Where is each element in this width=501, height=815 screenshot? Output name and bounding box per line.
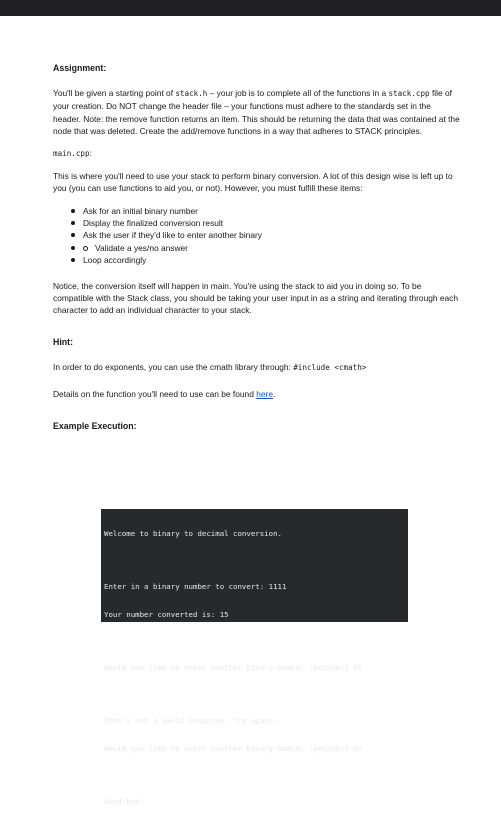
main-cpp-paragraph: This is where you'll need to use your stack to perform binary conversion. A lot of this design wise is left up to you (you can use functions to aid you, or not). However, you must fulfill these items:	[53, 171, 453, 194]
list-item: Ask for an initial binary number	[71, 205, 461, 217]
here-link[interactable]: here	[256, 388, 273, 399]
top-bar	[0, 0, 501, 16]
sub-list-container	[71, 242, 461, 254]
terminal-line: Enter in a binary number to convert: 1111	[104, 582, 287, 592]
assignment-heading: Assignment:	[53, 63, 107, 73]
example-heading: Example Execution:	[53, 420, 137, 431]
terminal-line: Your number converted is: 15	[104, 610, 229, 620]
terminal-line: Good-bye!	[104, 796, 145, 806]
include-directive: #include <cmath>	[293, 363, 367, 373]
terminal-line: Would you like to enter another binary number (yes/no)? no	[104, 743, 363, 753]
list-item: Display the finalized conversion result	[71, 217, 461, 229]
document-body	[53, 62, 461, 432]
cpp-file-name: stack.cpp	[388, 89, 430, 99]
list-item: Loop accordingly	[71, 254, 461, 266]
terminal-output	[101, 509, 408, 806]
details-paragraph: Details on the function you'll need to use can be found here.	[53, 388, 276, 399]
terminal-line: Welcome to binary to decimal conversion.	[104, 529, 282, 539]
terminal-line: Would you like to enter another binary number (yes/no)? df	[104, 663, 363, 673]
assignment-paragraph: You'll be given a starting point of stack.h – your job is to complete all of the functions in a stack.cpp file of your creation. Do NOT change the header file – your functions must adhere to the standards set in the header. Note: the remove function returns an item. This should be returning the data that was contained at the node that was deleted. Create the add/remove functions in a way that adheres to STACK principles.	[53, 88, 460, 136]
terminal-line: That's not a valid response. Try again.	[104, 716, 278, 726]
hint-paragraph: In order to do exponents, you can use the cmath library through: #include <cmath>	[53, 362, 367, 373]
main-cpp-label: main.cpp:	[53, 148, 92, 159]
list-item: Ask the user if they'd like to enter another binary	[71, 229, 461, 241]
requirements-list	[53, 205, 461, 267]
notice-paragraph: Notice, the conversion itself will happen in main. You're using the stack to aid you in doing so. To be compatible with the Stack class, you should be taking your user input in as a string and iterating through each character to add an individual character to your stack.	[53, 280, 459, 316]
hint-heading: Hint:	[53, 337, 74, 348]
sub-list-item: Validate a yes/no answer	[83, 242, 461, 254]
header-file-name: stack.h	[175, 89, 208, 99]
